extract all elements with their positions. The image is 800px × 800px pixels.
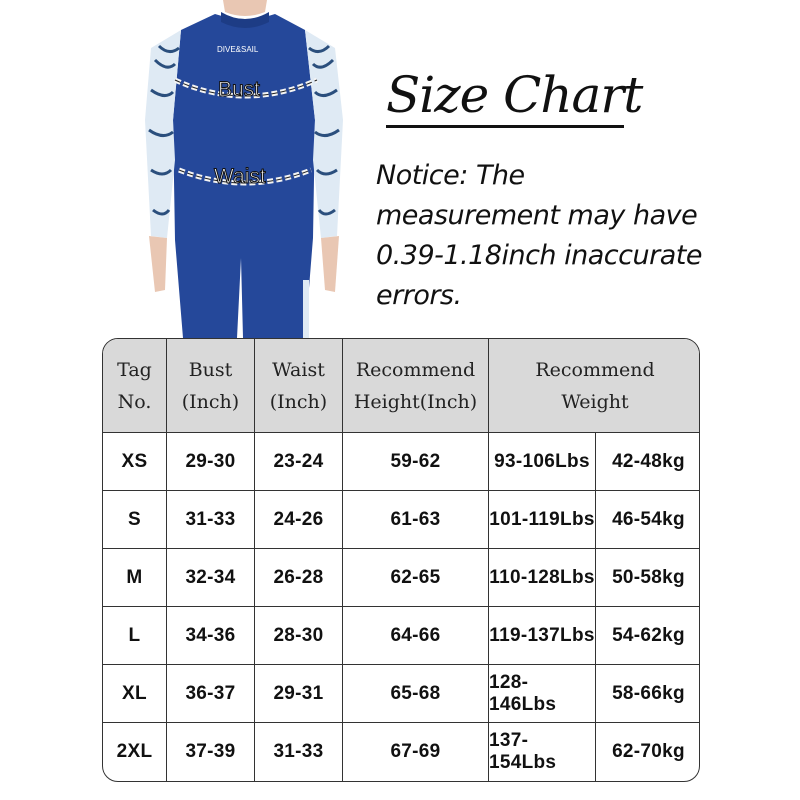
cell-lbs: 137-154Lbs [489,723,596,781]
cell-waist: 31-33 [255,723,343,781]
cell-lbs: 110-128Lbs [489,549,596,606]
cell-tag: M [103,549,167,606]
cell-height: 62-65 [343,549,489,606]
cell-lbs: 93-106Lbs [489,433,596,490]
cell-waist: 28-30 [255,607,343,664]
cell-lbs: 101-119Lbs [489,491,596,548]
cell-bust: 37-39 [167,723,255,781]
table-row [103,549,699,607]
size-chart-table [102,338,700,782]
cell-tag: L [103,607,167,664]
header-height: Recommend Height(Inch) [343,339,489,433]
cell-kg: 58-66kg [612,682,685,704]
table-row [103,433,699,491]
cell-lbs: 119-137Lbs [489,607,596,664]
cell-bust: 32-34 [167,549,255,606]
cell-height: 67-69 [343,723,489,781]
cell-bust: 36-37 [167,665,255,722]
cell-height: 61-63 [343,491,489,548]
cell-bust: 31-33 [167,491,255,548]
cell-kg: 46-54kg [612,508,685,530]
header-bust: Bust (Inch) [167,339,255,433]
brand-logo-text: DIVE&SAIL [217,45,259,54]
cell-tag: XL [103,665,167,722]
cell-tag: XS [103,433,167,490]
header-waist: Waist (Inch) [255,339,343,433]
cell-waist: 26-28 [255,549,343,606]
cell-waist: 23-24 [255,433,343,490]
table-row [103,491,699,549]
header-tag: Tag No. [103,339,167,433]
waist-label: Waist [214,165,266,188]
table-header [103,339,699,433]
cell-tag: 2XL [103,723,167,781]
cell-waist: 24-26 [255,491,343,548]
cell-kg: 42-48kg [612,450,685,472]
cell-kg: 62-70kg [612,741,685,762]
cell-height: 59-62 [343,433,489,490]
table-row [103,665,699,723]
cell-height: 64-66 [343,607,489,664]
cell-tag: S [103,491,167,548]
bust-label: Bust [218,78,261,101]
cell-kg: 50-58kg [612,566,685,588]
cell-bust: 29-30 [167,433,255,490]
page-title: Size Chart [386,66,643,124]
title-underline [386,125,624,128]
cell-bust: 34-36 [167,607,255,664]
measurement-notice: Notice: The measurement may have 0.39-1.18inch inaccurate errors. [376,160,702,311]
table-row [103,723,699,781]
cell-kg: 54-62kg [612,624,685,646]
cell-lbs: 128-146Lbs [489,665,596,722]
cell-waist: 29-31 [255,665,343,722]
header-weight: Recommend Weight [535,359,655,413]
cell-height: 65-68 [343,665,489,722]
table-row [103,607,699,665]
